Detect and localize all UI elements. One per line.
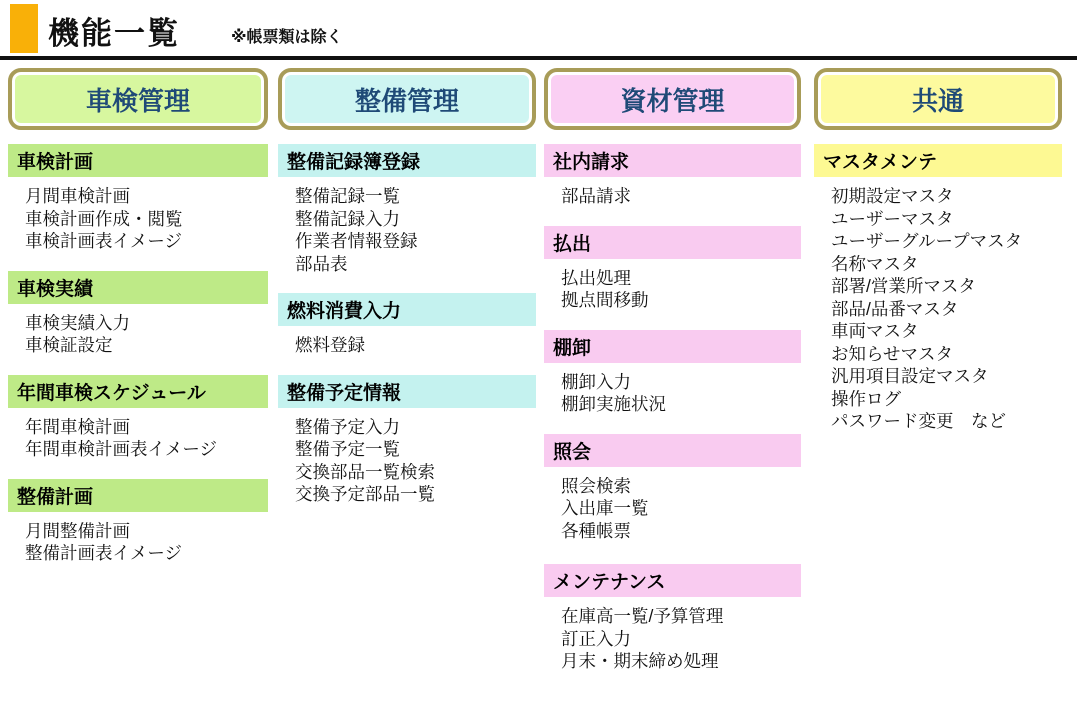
section-maintenance-schedule-info xyxy=(278,375,536,506)
function-item: 車検実績入力 xyxy=(25,312,130,333)
column-header-common: 共通 xyxy=(814,68,1062,130)
section-maintenance-plan xyxy=(8,479,268,565)
function-item: 交換部品一覧検索 xyxy=(295,461,435,482)
function-item: 車検証設定 xyxy=(25,335,113,355)
section-items xyxy=(814,185,1062,433)
function-item: 部品表 xyxy=(295,253,348,274)
section-inspection-results xyxy=(8,271,268,357)
function-item: 年間車検計画 xyxy=(25,416,130,437)
page-title: 機能一覧 xyxy=(48,16,180,51)
function-item: 訂正入力 xyxy=(561,628,631,649)
function-item: 部品/品番マスタ xyxy=(831,298,959,319)
function-item: 月間整備計画 xyxy=(25,520,130,541)
section-items xyxy=(544,371,801,416)
section-title: 整備予定情報 xyxy=(278,375,536,408)
function-item: 車両マスタ xyxy=(831,321,919,341)
section-title: 燃料消費入力 xyxy=(278,293,536,326)
function-item: 部署/営業所マスタ xyxy=(831,276,976,296)
column-header-vehicle-inspection: 車検管理 xyxy=(8,68,268,130)
section-stocktaking xyxy=(544,330,801,416)
function-item: 棚卸入力 xyxy=(561,371,631,392)
function-item: 在庫高一覧/予算管理 xyxy=(561,606,724,626)
section-title: 車検計画 xyxy=(8,144,268,177)
column-vehicle-inspection xyxy=(8,68,268,583)
function-item: 交換予定部品一覧 xyxy=(295,484,435,504)
function-item: 整備予定入力 xyxy=(295,416,400,437)
page-header xyxy=(0,0,1077,60)
column-materials xyxy=(544,68,801,691)
function-item: ユーザーマスタ xyxy=(831,208,954,229)
function-item: 部品請求 xyxy=(561,186,631,206)
section-title: 払出 xyxy=(544,226,801,259)
function-item: 入出庫一覧 xyxy=(561,498,649,518)
function-item: 月間車検計画 xyxy=(25,186,130,206)
function-item: 車検計画作成・閲覧 xyxy=(25,208,183,229)
section-maintenance-admin xyxy=(544,564,801,673)
section-title: マスタメンテ xyxy=(814,144,1062,177)
function-item: 初期設定マスタ xyxy=(831,186,954,206)
section-title: 社内請求 xyxy=(544,144,801,177)
function-item: 整備予定一覧 xyxy=(295,439,400,459)
function-item: 年間車検計画表イメージ xyxy=(25,439,217,459)
section-items xyxy=(544,475,801,543)
section-title: 車検実績 xyxy=(8,271,268,304)
function-item: 各種帳票 xyxy=(561,520,631,541)
section-fuel-input xyxy=(278,293,536,357)
page-note: ※帳票類は除く xyxy=(231,29,343,46)
section-title: メンテナンス xyxy=(544,564,801,597)
function-item: 燃料登録 xyxy=(295,335,365,355)
function-item: 棚卸実施状況 xyxy=(561,394,666,414)
function-item: 月末・期末締め処理 xyxy=(561,651,719,671)
section-title: 照会 xyxy=(544,434,801,467)
section-items xyxy=(8,185,268,253)
column-common xyxy=(814,68,1062,451)
function-item: お知らせマスタ xyxy=(831,343,953,364)
section-master-maintenance xyxy=(814,144,1062,433)
section-inspection-plan xyxy=(8,144,268,253)
function-item: 作業者情報登録 xyxy=(295,231,418,251)
columns-container xyxy=(8,68,1077,691)
section-issuing xyxy=(544,226,801,312)
section-items xyxy=(8,312,268,357)
section-annual-schedule xyxy=(8,375,268,461)
section-items xyxy=(8,520,268,565)
section-items xyxy=(278,185,536,275)
column-maintenance xyxy=(278,68,536,524)
section-items xyxy=(8,416,268,461)
function-item: 整備計画表イメージ xyxy=(25,543,182,563)
function-item: パスワード変更 など xyxy=(831,411,1006,431)
section-items xyxy=(544,185,801,208)
section-title: 年間車検スケジュール xyxy=(8,375,268,408)
section-internal-billing xyxy=(544,144,801,208)
section-items xyxy=(544,605,801,673)
column-header-materials: 資材管理 xyxy=(544,68,801,130)
function-item: 操作ログ xyxy=(831,388,901,409)
section-title: 整備計画 xyxy=(8,479,268,512)
function-item: 拠点間移動 xyxy=(561,290,649,310)
function-item: 名称マスタ xyxy=(831,253,919,274)
column-header-maintenance: 整備管理 xyxy=(278,68,536,130)
section-inquiry xyxy=(544,434,801,543)
function-item: ユーザーグループマスタ xyxy=(831,231,1023,251)
function-item: 汎用項目設定マスタ xyxy=(831,366,989,386)
section-items xyxy=(544,267,801,312)
function-item: 払出処理 xyxy=(561,267,631,288)
section-maintenance-record xyxy=(278,144,536,275)
function-item: 照会検索 xyxy=(561,475,631,496)
section-items xyxy=(278,416,536,506)
function-item: 整備記録一覧 xyxy=(295,186,400,206)
section-title: 棚卸 xyxy=(544,330,801,363)
section-title: 整備記録簿登録 xyxy=(278,144,536,177)
section-items xyxy=(278,334,536,357)
title-accent-square xyxy=(10,4,38,53)
function-item: 車検計画表イメージ xyxy=(25,231,182,251)
function-item: 整備記録入力 xyxy=(295,208,400,229)
